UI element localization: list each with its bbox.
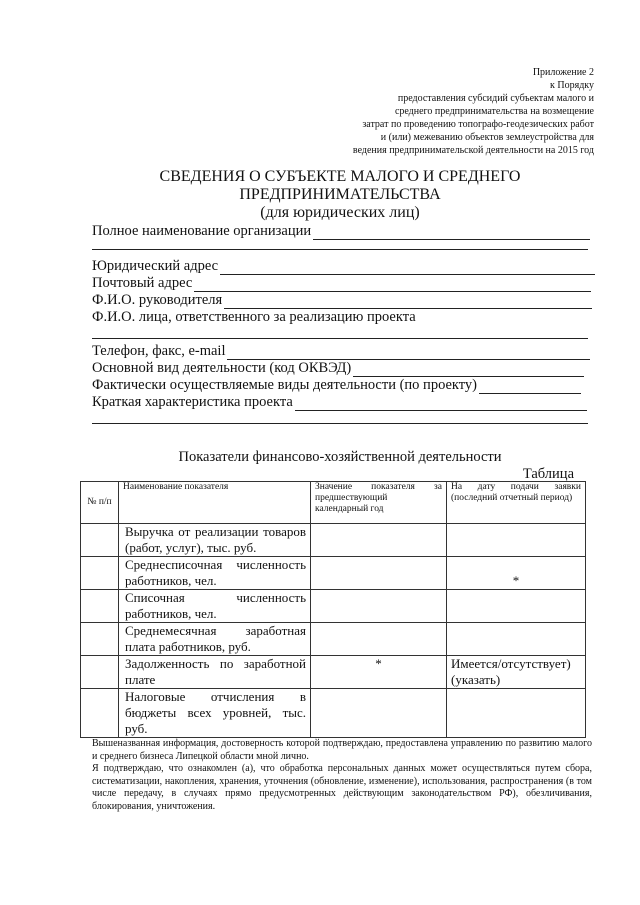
- responsible-label: Ф.И.О. лица, ответственного за реализацию проекта: [92, 309, 416, 325]
- footer-paragraph: Вышеназванная информация, достоверность которой подтверждаю, предоставлена управлению по развитию малого и среднего бизнеса Липецкой области мной лично.: [92, 738, 592, 762]
- director-field[interactable]: [92, 292, 592, 309]
- row-current-cell[interactable]: [447, 623, 586, 656]
- row-prev-cell[interactable]: *: [311, 656, 447, 689]
- actual-activity-field[interactable]: [92, 377, 581, 394]
- title-line-2: ПРЕДПРИНИМАТЕЛЬСТВА: [239, 186, 441, 203]
- row-num-cell[interactable]: [81, 656, 119, 689]
- appendix-line: Приложение 2: [532, 67, 594, 78]
- row-name-line: плате: [125, 672, 156, 687]
- header-current: На дату подачи заявки (последний отчетный период): [447, 482, 586, 524]
- row-prev-cell[interactable]: [311, 524, 447, 557]
- footer-statement: [92, 738, 592, 813]
- appendix-line: ведения предпринимательской деятельности на 2015 год: [352, 145, 594, 156]
- contacts-blank[interactable]: [227, 345, 590, 360]
- row-num-cell[interactable]: [81, 557, 119, 590]
- row-name-line: Налоговые отчисления в: [125, 689, 306, 704]
- title-line-1: СВЕДЕНИЯ О СУБЪЕКТЕ МАЛОГО И СРЕДНЕГО: [159, 168, 521, 185]
- table-row: [81, 689, 586, 738]
- contacts-label: Телефон, факс, e-mail: [92, 343, 226, 359]
- org-name-label: Полное наименование организации: [92, 223, 312, 239]
- postal-address-field[interactable]: [92, 275, 591, 292]
- row-name-line: плата работников, руб.: [125, 639, 251, 654]
- table-row: [81, 623, 586, 656]
- table-row: [81, 590, 586, 623]
- project-summary-blank-line[interactable]: [92, 423, 588, 424]
- actual-activity-blank[interactable]: [479, 379, 581, 394]
- postal-address-blank[interactable]: [194, 277, 591, 292]
- legal-address-blank[interactable]: [220, 260, 595, 275]
- header-num: № п/п: [81, 482, 119, 524]
- row-num-cell[interactable]: [81, 689, 119, 738]
- row-name-line: работников, чел.: [125, 606, 217, 621]
- row-prev-cell[interactable]: [311, 689, 447, 738]
- org-name-field[interactable]: [92, 223, 590, 240]
- table-label: Таблица: [522, 466, 574, 482]
- responsible-blank-line[interactable]: [92, 338, 588, 339]
- table-row: [81, 656, 586, 689]
- legal-address-label: Юридический адрес: [92, 258, 219, 274]
- row-name-cell: [119, 557, 311, 590]
- table-row: [81, 557, 586, 590]
- row-name-cell: [119, 524, 311, 557]
- main-activity-label: Основной вид деятельности (код ОКВЭД): [92, 360, 352, 376]
- row-name-line: Среднесписочная численность: [125, 557, 306, 572]
- postal-address-label: Почтовый адрес: [92, 275, 193, 291]
- appendix-line: среднего предпринимательства на возмещение: [394, 106, 594, 117]
- table-row: [81, 524, 586, 557]
- row-prev-cell[interactable]: [311, 590, 447, 623]
- project-summary-blank[interactable]: [295, 396, 587, 411]
- section-title: Показатели финансово-хозяйственной деятельности: [178, 449, 502, 465]
- actual-activity-label: Фактически осуществляемые виды деятельности (по проекту): [92, 377, 478, 393]
- row-name-cell: [119, 689, 311, 738]
- org-name-blank[interactable]: [313, 225, 590, 240]
- responsible-field: [92, 309, 512, 326]
- row-num-cell[interactable]: [81, 623, 119, 656]
- row-name-line: работников, чел.: [125, 573, 217, 588]
- row-name-cell: [119, 656, 311, 689]
- row-name-line: бюджеты всех уровней, тыс.: [125, 705, 306, 720]
- project-summary-field[interactable]: [92, 394, 587, 411]
- row-current-cell[interactable]: Имеется/отсутствует) (указать): [447, 656, 586, 689]
- row-name-line: Выручка от реализации товаров: [125, 524, 306, 539]
- header-name: Наименование показателя: [119, 482, 311, 524]
- row-current-cell[interactable]: [447, 590, 586, 623]
- row-current-cell[interactable]: [447, 524, 586, 557]
- row-name-line: Среднемесячная заработная: [125, 623, 306, 638]
- project-summary-label: Краткая характеристика проекта: [92, 394, 293, 410]
- appendix-line: к Порядку: [550, 80, 594, 91]
- director-blank[interactable]: [224, 294, 592, 309]
- row-name-line: Задолженность по заработной: [125, 656, 306, 671]
- row-prev-cell[interactable]: [311, 623, 447, 656]
- legal-address-field[interactable]: [92, 258, 595, 275]
- row-name-line: руб.: [125, 721, 148, 736]
- appendix-line: затрат по проведению топографо-геодезических работ: [362, 119, 594, 130]
- row-name-line: Списочная численность: [125, 590, 306, 605]
- footer-paragraph: Я подтверждаю, что ознакомлен (а), что обработка персональных данных может осуществляться путем сбора, систематизации, накопления, хранения, уточнения (обновление, изменение), использования, распространения (в том числе передачу, в случаях прямо предусмотренных действующим законодательством РФ), обезличивания, блокирования, уничтожения.: [92, 763, 592, 812]
- row-name-line: (работ, услуг), тыс. руб.: [125, 540, 257, 555]
- row-num-cell[interactable]: [81, 590, 119, 623]
- row-name-cell: [119, 590, 311, 623]
- row-num-cell[interactable]: [81, 524, 119, 557]
- appendix-line: предоставления субсидий субъектам малого и: [397, 93, 594, 104]
- org-name-blank-line[interactable]: [92, 249, 588, 250]
- row-name-cell: [119, 623, 311, 656]
- table-header-row: [81, 482, 586, 524]
- contacts-field[interactable]: [92, 343, 590, 360]
- main-activity-blank[interactable]: [353, 362, 584, 377]
- row-current-cell[interactable]: [447, 689, 586, 738]
- title-subtitle: (для юридических лиц): [260, 204, 420, 221]
- director-label: Ф.И.О. руководителя: [92, 292, 223, 308]
- financial-indicators-table: [80, 481, 586, 738]
- main-activity-field[interactable]: [92, 360, 584, 377]
- document-title: [90, 168, 590, 222]
- header-prev: Значение показателя за предшествующий календарный год: [311, 482, 447, 524]
- row-prev-cell[interactable]: [311, 557, 447, 590]
- appendix-note: [294, 66, 594, 157]
- row-current-cell[interactable]: *: [447, 557, 586, 590]
- appendix-line: и (или) межеванию объектов землеустройства для: [380, 132, 594, 143]
